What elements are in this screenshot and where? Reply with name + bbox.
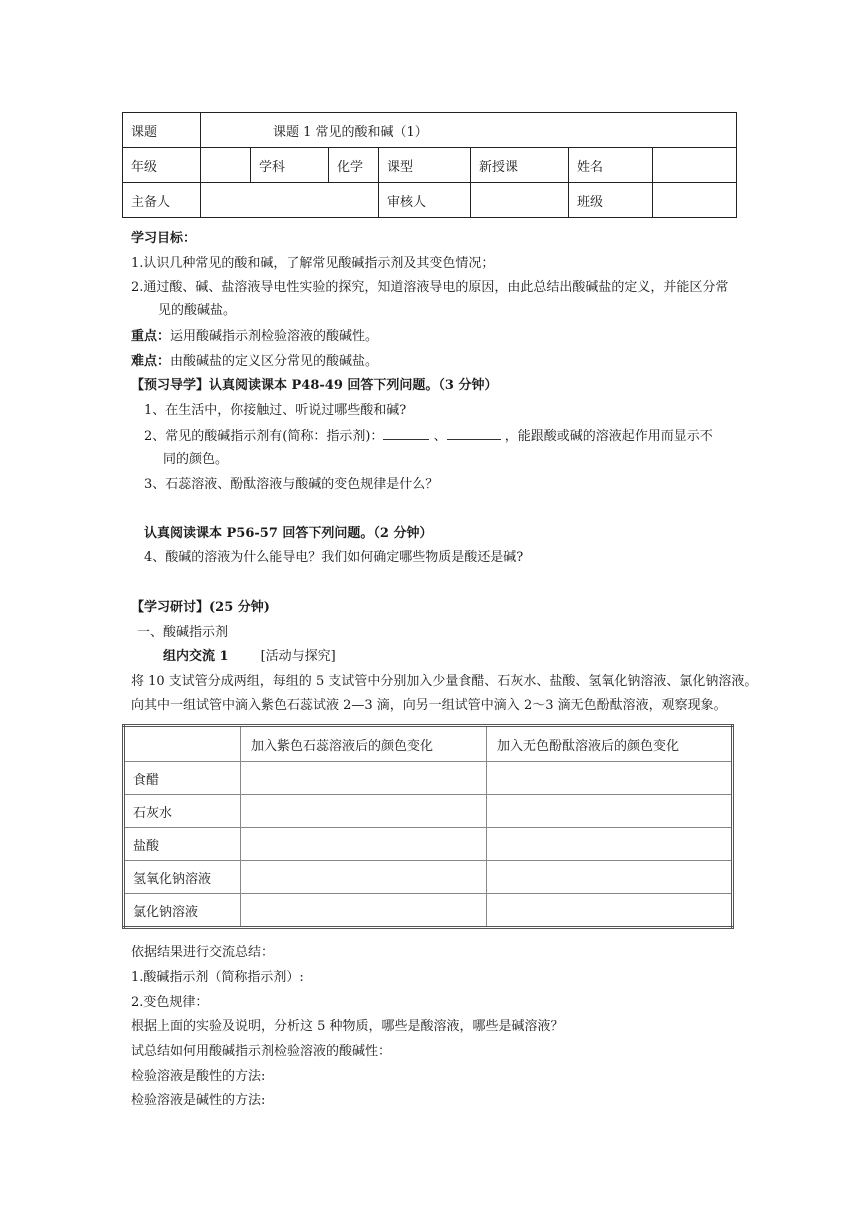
subject-value: 化学 xyxy=(329,148,379,183)
difficulty-point xyxy=(131,353,378,371)
group-exchange-line xyxy=(163,648,336,666)
observation-cell[interactable] xyxy=(241,795,487,828)
name-value[interactable] xyxy=(653,148,737,183)
objectives-title: 学习目标： xyxy=(131,231,197,246)
preview-question-4: 4、酸碱的溶液为什么能导电？我们如何确定哪些物质是酸还是碱? xyxy=(144,550,524,565)
table-header-row xyxy=(124,726,733,762)
table-row xyxy=(124,762,733,795)
preparer-label: 主备人 xyxy=(123,183,201,218)
summary-item-1: 1.酸碱指示剂（简称指示剂）: xyxy=(131,970,304,985)
observation-cell[interactable] xyxy=(487,861,733,894)
preview-heading-2: 认真阅读课本 P56-57 回答下列问题。（2 分钟） xyxy=(144,526,433,541)
substance-name: 食醋 xyxy=(124,762,241,795)
lesson-type-label: 课型 xyxy=(379,148,471,183)
observation-cell[interactable] xyxy=(241,894,487,928)
table-row xyxy=(123,113,737,148)
observation-cell[interactable] xyxy=(241,861,487,894)
acid-test-method: 检验溶液是酸性的方法: xyxy=(131,1069,266,1084)
answer-blank[interactable] xyxy=(447,427,501,440)
class-label: 班级 xyxy=(569,183,653,218)
observation-cell[interactable] xyxy=(487,762,733,795)
preview-question-2-cont: 同的颜色。 xyxy=(163,452,229,467)
class-value[interactable] xyxy=(653,183,737,218)
lesson-type-value: 新授课 xyxy=(471,148,569,183)
substance-name: 氢氧化钠溶液 xyxy=(124,861,241,894)
answer-blank[interactable] xyxy=(383,427,429,440)
table-row xyxy=(123,183,737,218)
table-row xyxy=(124,861,733,894)
column-header xyxy=(124,726,241,762)
substance-name: 盐酸 xyxy=(124,828,241,861)
preview-question-3: 3、石蕊溶液、酚酞溶液与酸碱的变色规律是什么？ xyxy=(144,477,439,492)
column-header: 加入紫色石蕊溶液后的颜色变化 xyxy=(241,726,487,762)
reviewer-value[interactable] xyxy=(471,183,569,218)
group-label: 组内交流 1 xyxy=(163,649,229,664)
procedure-line-2: 向其中一组试管中滴入紫色石蕊试液 2—3 滴，向另一组试管中滴入 2～3 滴无色酚酞溶液，观察现象。 xyxy=(131,698,727,713)
substance-name: 石灰水 xyxy=(124,795,241,828)
lesson-info-table xyxy=(122,112,737,218)
key-point-text: 运用酸碱指示剂检验溶液的酸碱性。 xyxy=(170,329,379,344)
objective-item-2: 2.通过酸、碱、盐溶液导电性实验的探究，知道溶液导电的原因，由此总结出酸碱盐的定义，并能区分常 xyxy=(131,280,729,295)
topic-label: 课题 xyxy=(123,113,201,148)
q2-suffix: ，能跟酸或碱的溶液起作用而显示不 xyxy=(504,429,713,444)
q2-prefix: 2、常见的酸碱指示剂有(简称：指示剂)： xyxy=(144,429,384,444)
preview-question-2 xyxy=(144,427,713,446)
table-row xyxy=(124,828,733,861)
observation-cell[interactable] xyxy=(241,762,487,795)
difficulty-text: 由酸碱盐的定义区分常见的酸碱盐。 xyxy=(170,354,379,369)
key-point-label: 重点： xyxy=(131,329,171,344)
preparer-value[interactable] xyxy=(201,183,379,218)
study-heading: 【学习研讨】(25 分钟) xyxy=(131,600,270,615)
table-row xyxy=(124,795,733,828)
observation-cell[interactable] xyxy=(487,828,733,861)
procedure-line-1: 将 10 支试管分成两组，每组的 5 支试管中分别加入少量食醋、石灰水、盐酸、氢氧化钠溶液、氯化钠溶液。 xyxy=(131,674,758,689)
experiment-table xyxy=(122,724,734,929)
substance-name: 氯化钠溶液 xyxy=(124,894,241,928)
activity-label: [活动与探究] xyxy=(260,649,336,664)
summary-item-2: 2.变色规律： xyxy=(131,995,209,1010)
observation-cell[interactable] xyxy=(241,828,487,861)
summary-question-1: 根据上面的实验及说明，分析这 5 种物质，哪些是酸溶液，哪些是碱溶液？ xyxy=(131,1019,564,1034)
grade-label: 年级 xyxy=(123,148,201,183)
preview-question-1: 1、在生活中，你接触过、听说过哪些酸和碱? xyxy=(144,403,407,418)
topic-value: 课题 1 常见的酸和碱（1） xyxy=(201,113,737,148)
observation-cell[interactable] xyxy=(487,894,733,928)
table-row xyxy=(123,148,737,183)
base-test-method: 检验溶液是碱性的方法: xyxy=(131,1093,266,1108)
difficulty-label: 难点： xyxy=(131,354,171,369)
observation-cell[interactable] xyxy=(487,795,733,828)
key-point xyxy=(131,328,378,346)
objective-item-1: 1.认识几种常见的酸和碱，了解常见酸碱指示剂及其变色情况； xyxy=(131,256,495,271)
summary-question-2: 试总结如何用酸碱指示剂检验溶液的酸碱性： xyxy=(131,1044,392,1059)
table-row xyxy=(124,894,733,928)
q2-separator: 、 xyxy=(433,429,447,444)
column-header: 加入无色酚酞溶液后的颜色变化 xyxy=(487,726,733,762)
name-label: 姓名 xyxy=(569,148,653,183)
objective-item-2-cont: 见的酸碱盐。 xyxy=(158,303,237,318)
summary-intro: 依据结果进行交流总结： xyxy=(131,945,275,960)
grade-value[interactable] xyxy=(201,148,251,183)
subject-label: 学科 xyxy=(251,148,329,183)
preview-heading: 【预习导学】认真阅读课本 P48-49 回答下列问题。（3 分钟） xyxy=(131,378,498,393)
reviewer-label: 审核人 xyxy=(379,183,471,218)
section-title-indicators: 一、酸碱指示剂 xyxy=(137,625,229,640)
